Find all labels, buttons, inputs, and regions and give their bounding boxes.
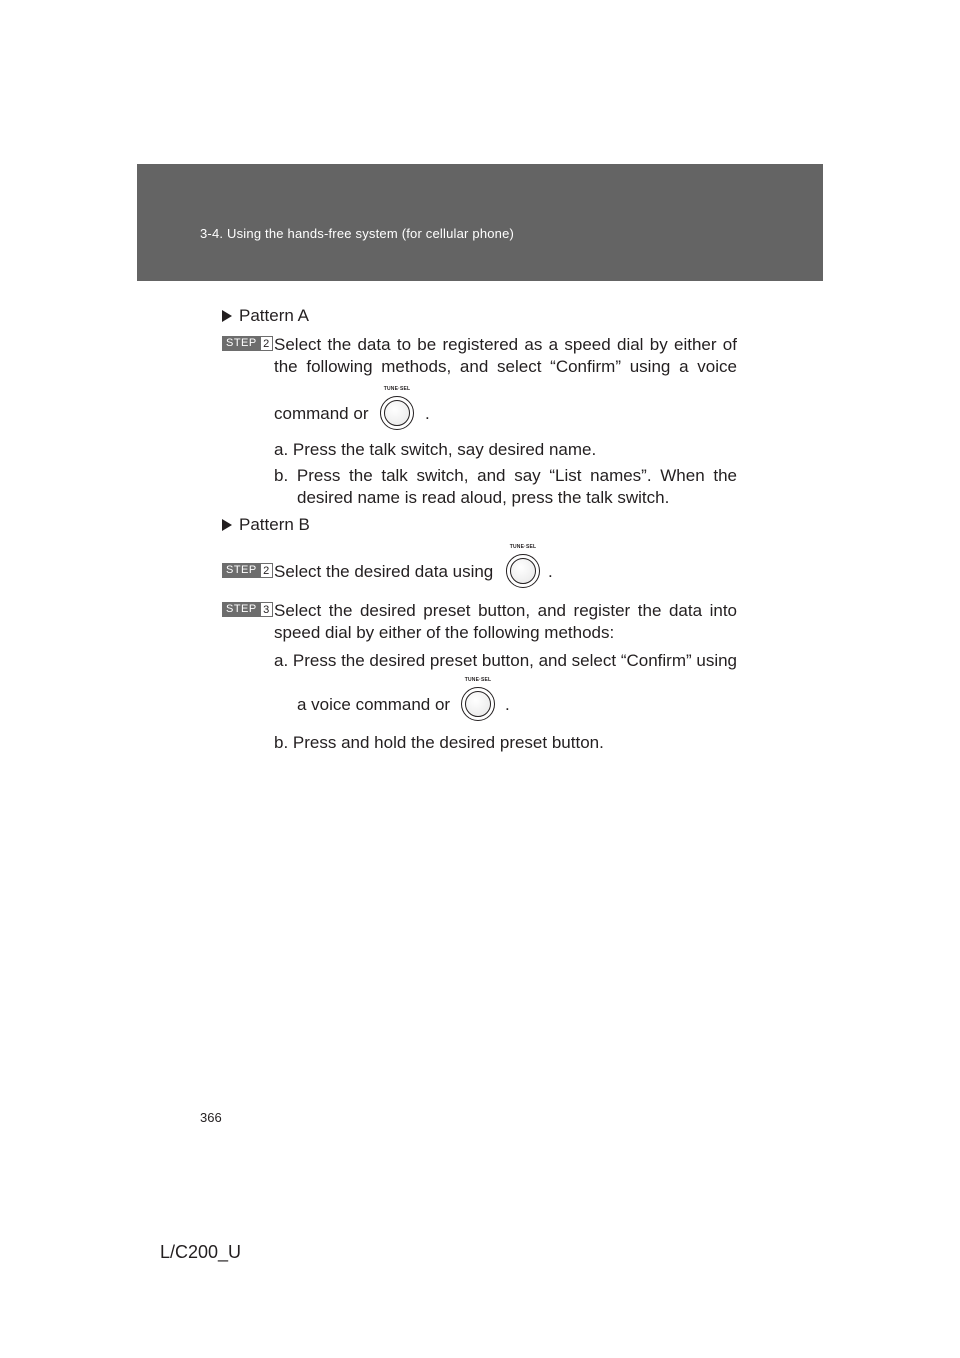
- option-item: b. Press and hold the desired preset button.: [274, 733, 604, 752]
- step-text-line: Select the data to be registered as a speed dial by either of: [274, 335, 737, 354]
- step-text-line: the following methods, and select “Confirm” using a voice: [274, 357, 737, 376]
- triangle-bullet-icon: [222, 310, 232, 322]
- step-badge: STEP 3: [222, 602, 273, 617]
- option-item: a. Press the talk switch, say desired name.: [274, 440, 597, 459]
- pattern-b-heading: Pattern B: [222, 514, 310, 535]
- footer-code: L/C200_U: [160, 1242, 242, 1262]
- page-number: 366: [200, 1110, 222, 1125]
- step-text-line: speed dial by either of the following methods:: [274, 623, 615, 642]
- tune-sel-dial-icon: TUNE·SEL: [503, 544, 543, 590]
- tune-sel-dial-icon: TUNE·SEL: [458, 677, 498, 723]
- option-item: a. Press the desired preset button, and select “Confirm” using: [274, 651, 738, 670]
- tune-sel-dial-icon: TUNE·SEL: [377, 386, 417, 432]
- step-text-line: Select the desired preset button, and register the data into: [274, 601, 737, 620]
- option-item-continuation: a voice command or: [297, 695, 451, 714]
- step-text-line: Select the desired data using: [274, 562, 494, 581]
- step-text-period: .: [425, 404, 430, 423]
- section-title: 3-4. Using the hands-free system (for cellular phone): [200, 226, 515, 241]
- option-item-continuation: desired name is read aloud, press the talk switch.: [297, 488, 670, 507]
- step-badge: STEP 2: [222, 563, 273, 578]
- step-badge: STEP 2: [222, 336, 273, 351]
- option-item: b. Press the talk switch, and say “List names”. When the: [274, 466, 737, 485]
- step-text-line: command or: [274, 404, 369, 423]
- step-text-period: .: [548, 562, 553, 581]
- section-header-bar: [137, 164, 823, 281]
- triangle-bullet-icon: [222, 519, 232, 531]
- step-text-period: .: [505, 695, 510, 714]
- pattern-a-heading: Pattern A: [222, 305, 309, 326]
